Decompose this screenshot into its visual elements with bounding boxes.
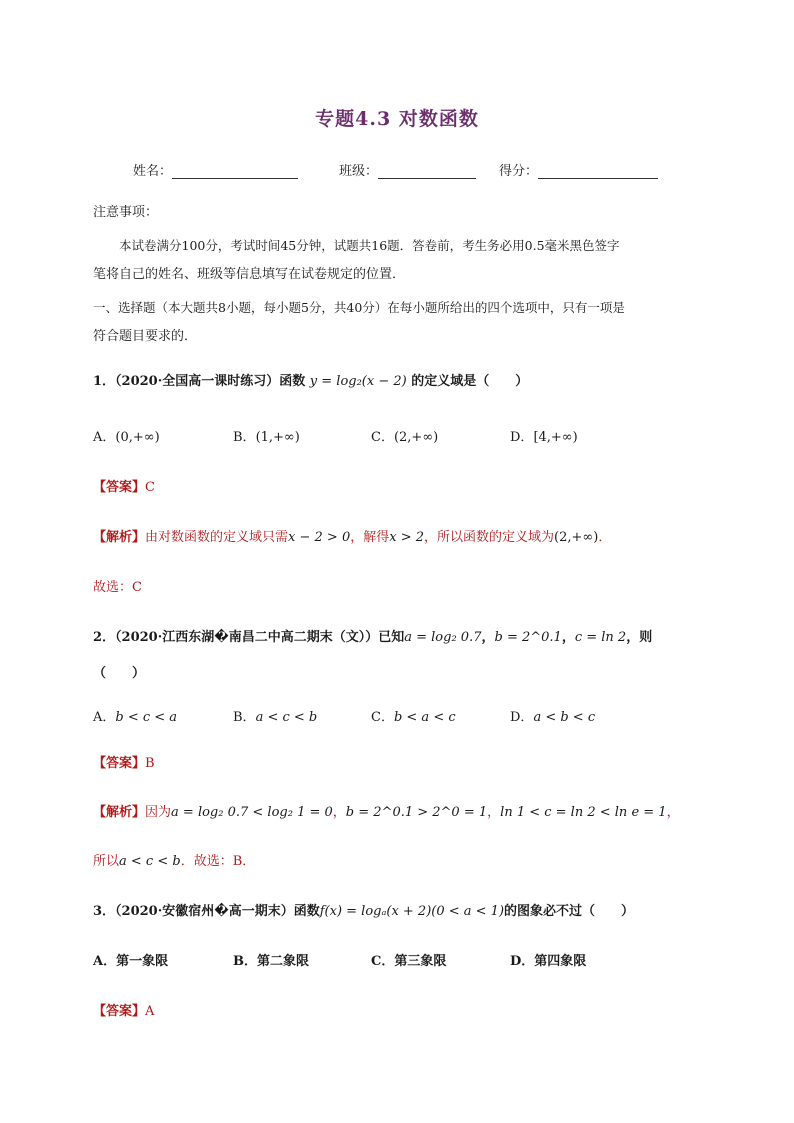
q2-conclusion-expr: a < c < b: [119, 854, 181, 869]
option-value: a < c < b: [255, 710, 318, 725]
notice-line-2: 笔将自己的姓名、班级等信息填写在试卷规定的位置．: [93, 267, 406, 282]
notice-heading: 注意事项：: [93, 205, 159, 220]
q3-answer-value: A: [145, 1004, 155, 1019]
class-label: 班级：: [339, 164, 379, 179]
option-label: D．: [510, 954, 535, 969]
q1-analysis-expr-2: x > 2: [389, 530, 425, 545]
q1-analysis-text-a: 由对数函数的定义域只需: [145, 530, 289, 545]
q2-conclusion-b: ．故选：B．: [180, 854, 256, 869]
q2-analysis: [93, 801, 680, 820]
q1-option-c: [371, 426, 438, 445]
option-label: A．: [93, 430, 116, 445]
name-field: [133, 160, 298, 179]
q1-analysis: [93, 526, 611, 545]
q2-expr-b: b = 2^0.1: [494, 630, 562, 645]
q2-analysis-expr-1: a = log₂ 0.7 < log₂ 1 = 0: [171, 805, 333, 820]
q2-expr-c: c = ln 2: [574, 630, 627, 645]
option-label: B．: [233, 710, 256, 725]
answer-tag: 【答案】: [93, 756, 146, 771]
q3-prefix: 3．（2020·安徽宿州�高一期末）函数: [93, 904, 320, 919]
option-label: D．: [510, 710, 534, 725]
q3-option-c: [371, 950, 446, 969]
q2-option-b: [233, 706, 317, 725]
option-label: A．: [93, 954, 117, 969]
analysis-tag: 【解析】: [93, 805, 146, 820]
q1-conclusion: 故选：C: [93, 580, 142, 595]
option-value: (1,+∞): [255, 430, 300, 445]
notice-line-1: 本试卷满分100分，考试时间45分钟，试题共16题．答卷前，考生务必用0.5毫米黑色签字: [119, 238, 620, 253]
option-value: 第三象限: [394, 954, 447, 969]
q2-prefix: 2．（2020·江西东湖�南昌二中高二期末（文））已知: [93, 630, 405, 645]
q1-option-b: [233, 426, 300, 445]
question-3: [93, 900, 634, 919]
section1-line-2: 符合题目要求的．: [93, 329, 198, 344]
q2-analysis-text-d: ，: [666, 805, 680, 820]
option-value: b < a < c: [393, 710, 456, 725]
q2-analysis-text-c: ，: [487, 805, 501, 820]
q2-paren: （ ）: [93, 666, 146, 681]
q1-analysis-expr-3: (2,+∞): [554, 530, 599, 545]
q3-option-b: [233, 950, 309, 969]
score-field: [499, 160, 658, 179]
option-label: D．: [510, 430, 534, 445]
name-blank: [172, 164, 298, 179]
q1-analysis-expr-1: x − 2 > 0: [288, 530, 351, 545]
q3-option-a: [93, 950, 168, 969]
q1-analysis-text-b: ，解得: [350, 530, 390, 545]
option-value: [4,+∞): [533, 430, 578, 445]
q3-suffix: 的图象必不过（ ）: [504, 904, 635, 919]
q2-analysis-expr-3: ln 1 < c = ln 2 < ln e = 1: [500, 805, 667, 820]
q2-answer-value: B: [145, 756, 155, 771]
option-label: A．: [93, 710, 116, 725]
q2-suffix: ，则: [626, 630, 653, 645]
option-label: C．: [371, 710, 394, 725]
option-label: B．: [233, 430, 256, 445]
option-value: b < c < a: [115, 710, 178, 725]
question-2: [93, 626, 652, 645]
q2-sep-1: ，: [481, 630, 495, 645]
q1-analysis-text-d: ．: [598, 530, 612, 545]
q3-expression: f(x) = logₐ(x + 2)(0 < a < 1): [319, 904, 505, 919]
q2-analysis-text-b: ，: [332, 805, 346, 820]
answer-tag: 【答案】: [93, 1004, 146, 1019]
q1-option-d: [510, 426, 578, 445]
option-value: (0,+∞): [115, 430, 160, 445]
class-field: [339, 160, 476, 179]
section1-line-1: 一、选择题（本大题共8小题，每小题5分，共40分）在每小题所给出的四个选项中，只有一项是: [93, 300, 625, 315]
q1-analysis-text-c: ，所以函数的定义域为: [424, 530, 555, 545]
option-label: C．: [371, 430, 394, 445]
answer-tag: 【答案】: [93, 480, 146, 495]
q2-option-c: [371, 706, 456, 725]
q2-option-a: [93, 706, 177, 725]
q3-answer: [93, 1000, 154, 1019]
q2-answer: [93, 752, 155, 771]
q2-sep-2: ，: [561, 630, 575, 645]
q3-option-d: [510, 950, 586, 969]
option-value: a < b < c: [533, 710, 596, 725]
analysis-tag: 【解析】: [93, 530, 146, 545]
q1-suffix: 的定义域是（ ）: [406, 374, 529, 389]
question-1: [93, 370, 528, 389]
q2-expr-a: a = log₂ 0.7: [404, 630, 482, 645]
q1-answer: [93, 476, 155, 495]
q2-option-d: [510, 706, 595, 725]
q2-conclusion: [93, 850, 255, 869]
q1-expression: y = log₂(x − 2): [309, 374, 407, 389]
q2-conclusion-a: 所以: [93, 854, 120, 869]
name-label: 姓名：: [133, 164, 173, 179]
score-label: 得分：: [499, 164, 539, 179]
q1-answer-value: C: [145, 480, 155, 495]
option-label: B．: [233, 954, 257, 969]
option-value: 第一象限: [116, 954, 169, 969]
page-title: 专题4.3 对数函数: [315, 108, 479, 130]
q2-analysis-expr-2: b = 2^0.1 > 2^0 = 1: [345, 805, 488, 820]
q1-prefix: 1．（2020·全国高一课时练习）函数: [93, 374, 310, 389]
q1-option-a: [93, 426, 160, 445]
option-label: C．: [371, 954, 395, 969]
option-value: 第四象限: [534, 954, 587, 969]
score-blank: [538, 164, 658, 179]
q2-analysis-text-a: 因为: [145, 805, 172, 820]
option-value: (2,+∞): [393, 430, 439, 445]
option-value: 第二象限: [257, 954, 310, 969]
class-blank: [378, 164, 476, 179]
